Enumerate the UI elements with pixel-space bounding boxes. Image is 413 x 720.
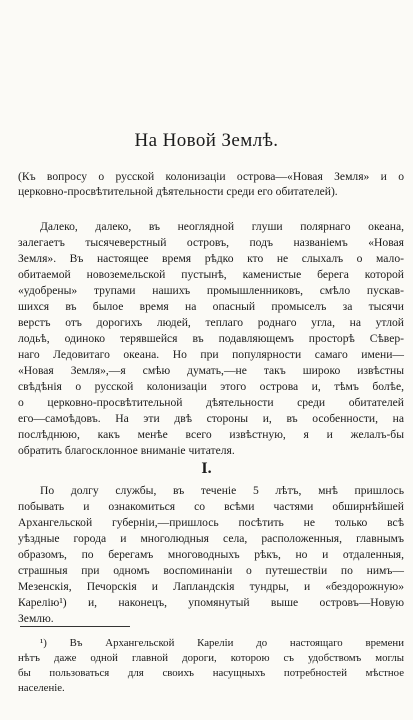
page-title: На Новой Землѣ. — [134, 130, 279, 151]
paragraph-line: верстъ отъ дорогихъ людей, теплаго роднаго угла, на утлой — [18, 316, 404, 329]
paragraph-line: свѣдѣнія о русской колонизаціи этого острова и, тѣмъ болѣе, — [18, 380, 404, 393]
footnote-line: ¹) Въ Архангельской Кареліи до настоящаго времени — [40, 637, 404, 649]
footnote-line: нѣтъ даже одной главной дороги, которою съ удобствомъ моглы — [18, 652, 404, 664]
paragraph-line: Архангельской губерніи,—пришлось посѣтить не только всѣ — [18, 516, 404, 529]
paragraph-line: наго Ледовитаго океана. Но при популярности самаго имени— — [18, 348, 404, 361]
subtitle-line: церковно-просвѣтительной дѣятельности среди его обитателей). — [18, 185, 338, 198]
paragraph-line: «удобрены» трупами нашихъ промышленниковъ, смѣло пускав- — [18, 284, 404, 297]
paragraph-line: послѣднюю, какъ менѣе всего извѣстную, я и желалъ-бы — [18, 428, 404, 441]
section-number: I. — [201, 460, 212, 477]
paragraph-line: Карелію¹) и, наконецъ, упомянутый выше островъ—Новую — [18, 596, 404, 609]
paragraph-line: лодьѣ, одиноко терявшейся въ подавляющемъ просторѣ Сѣвер- — [18, 332, 404, 345]
paragraph-line: «Новая Земля»,—я смѣю думать,—не такъ широко извѣстны — [18, 364, 404, 377]
subtitle-line: (Къ вопросу о русской колонизаціи острова—«Новая Земля» и о — [18, 170, 404, 183]
footnote-line: бы пользоваться для своихъ насущныхъ потребностей мѣстное — [18, 667, 404, 679]
paragraph-line: его—самоѣдовъ. На эти двѣ стороны и, въ особенности, на — [18, 412, 404, 425]
paragraph-line: о церковно-просвѣтительной дѣятельности среди обитателей — [18, 396, 404, 409]
paragraph-line: залегаетъ тысячеверстный островъ, подъ названіемъ «Новая — [18, 236, 404, 249]
footnote-rule — [20, 626, 130, 627]
footnote-line: населеніе. — [18, 682, 65, 694]
paragraph-line: шихся въ былое время на опасный промыселъ за тысячи — [18, 300, 404, 313]
paragraph-line: Землю. — [18, 612, 54, 625]
paragraph-line: Земля». Въ настоящее время рѣдко кто не слыхалъ о мало- — [18, 252, 404, 265]
paragraph-line: обитаемой новоземельской пустынѣ, каменистые берега которой — [18, 268, 404, 281]
paragraph-line: побывать и ознакомиться со всѣми частями обширнѣйшей — [18, 500, 404, 513]
paragraph-line: По долгу службы, въ теченіе 5 лѣтъ, мнѣ пришлось — [40, 484, 404, 497]
paragraph-line: образомъ, по берегамъ многоводныхъ рѣкъ, но и отдаленныя, — [18, 548, 404, 561]
paragraph-line: Далеко, далеко, въ неоглядной глуши полярнаго океана, — [40, 220, 404, 233]
paragraph-line: Мезенскія, Печорскія и Лапландскія тундры, и «бездорожную» — [18, 580, 404, 593]
paragraph-line: страшныя при одномъ воспоминаніи о путешествіи по нимъ— — [18, 564, 404, 577]
paragraph-line: уѣздные города и многолюдныя села, расположенныя, главнымъ — [18, 532, 404, 545]
paragraph-line: обратить благосклонное вниманіе читателя. — [18, 444, 235, 457]
